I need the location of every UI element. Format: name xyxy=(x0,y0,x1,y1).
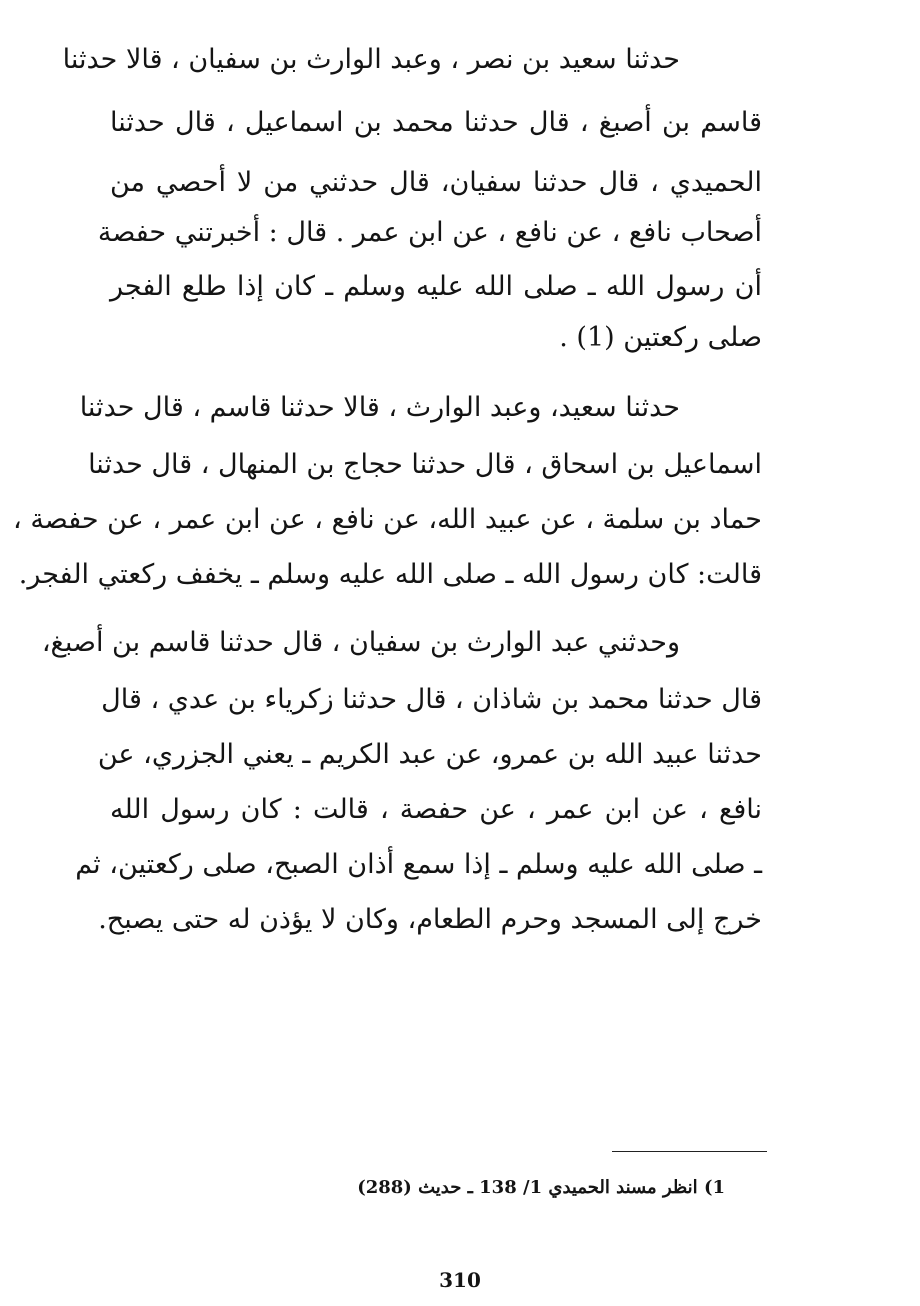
text-line: صلى ركعتين (1) . xyxy=(559,322,762,353)
text-line: اسماعيل بن اسحاق ، قال حدثنا حجاج بن المنهال ، قال حدثنا xyxy=(88,449,762,480)
page-number: 310 xyxy=(439,1268,481,1292)
text-line: حماد بن سلمة ، عن عبيد الله، عن نافع ، عن ابن عمر ، عن حفصة ، xyxy=(13,504,762,535)
footnote-divider xyxy=(612,1151,767,1152)
text-line: قالت: كان رسول الله ـ صلى الله عليه وسلم ـ يخفف ركعتي الفجر. xyxy=(18,559,762,590)
text-line: أن رسول الله ـ صلى الله عليه وسلم ـ كان إذا طلع الفجر xyxy=(110,271,762,302)
text-line: نافع ، عن ابن عمر ، عن حفصة ، قالت : كان رسول الله xyxy=(110,794,762,825)
text-line: حدثنا سعيد، وعبد الوارث ، قالا حدثنا قاسم ، قال حدثنا xyxy=(79,392,680,423)
text-line: أصحاب نافع ، عن نافع ، عن ابن عمر . قال : أخبرتني حفصة xyxy=(97,217,762,248)
text-line: حدثنا عبيد الله بن عمرو، عن عبد الكريم ـ يعني الجزري، عن xyxy=(97,739,762,770)
text-line: ـ صلى الله عليه وسلم ـ إذا سمع أذان الصبح، صلى ركعتين، ثم xyxy=(75,849,762,880)
text-line: وحدثني عبد الوارث بن سفيان ، قال حدثنا قاسم بن أصبغ، xyxy=(41,627,680,658)
footnote: 1) انظر مسند الحميدي 1/ 138 ـ حديث (288) xyxy=(357,1177,725,1198)
text-line: الحميدي ، قال حدثنا سفيان، قال حدثني من لا أحصي من xyxy=(110,167,762,198)
text-line: حدثنا سعيد بن نصر ، وعبد الوارث بن سفيان ، قالا حدثنا xyxy=(62,44,680,75)
text-line: قال حدثنا محمد بن شاذان ، قال حدثنا زكرياء بن عدي ، قال xyxy=(101,684,762,715)
text-line: قاسم بن أصبغ ، قال حدثنا محمد بن اسماعيل ، قال حدثنا xyxy=(110,107,762,138)
text-line: خرج إلى المسجد وحرم الطعام، وكان لا يؤذن له حتى يصبح. xyxy=(98,904,762,935)
